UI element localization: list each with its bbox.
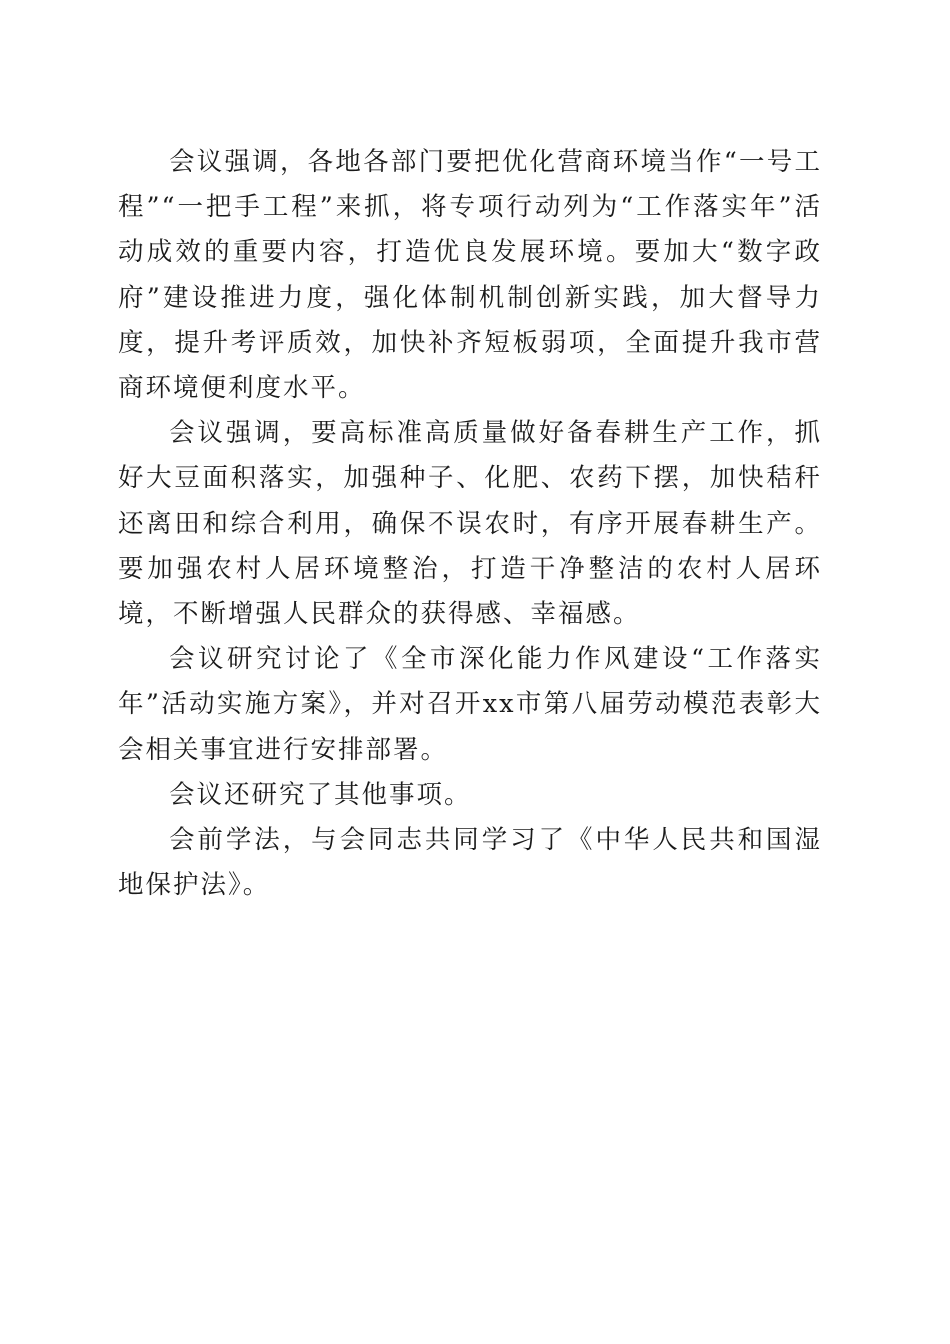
paragraph-business-environment: 会议强调，各地各部门要把优化营商环境当作“一号工程”“一把手工程”来抓，将专项行动列为“工作落实年”活动成效的重要内容，打造优良发展环境。要加大“数字政府”建设推进力度，强化体制机制创新实践，加大督导力度，提升考评质效，加快补齐短板弱项，全面提升我市营商环境便利度水平。 bbox=[118, 147, 822, 404]
paragraph-spring-farming: 会议强调，要高标准高质量做好备春耕生产工作，抓好大豆面积落实，加强种子、化肥、农药下摆，加快秸秆还离田和综合利用，确保不误农时，有序开展春耕生产。要加强农村人居环境整治，打造干净整洁的农村人居环境，不断增强人民群众的获得感、幸福感。 bbox=[118, 418, 822, 630]
paragraph-other-matters: 会议还研究了其他事项。 bbox=[169, 779, 472, 810]
document-body bbox=[118, 140, 822, 908]
paragraph-work-plan-discussion: 会议研究讨论了《全市深化能力作风建设“工作落实年”活动实施方案》，并对召开xx市第八届劳动模范表彰大会相关事宜进行安排部署。 bbox=[118, 644, 822, 765]
paragraph-law-study: 会前学法，与会同志共同学习了《中华人民共和国湿地保护法》。 bbox=[118, 825, 822, 901]
